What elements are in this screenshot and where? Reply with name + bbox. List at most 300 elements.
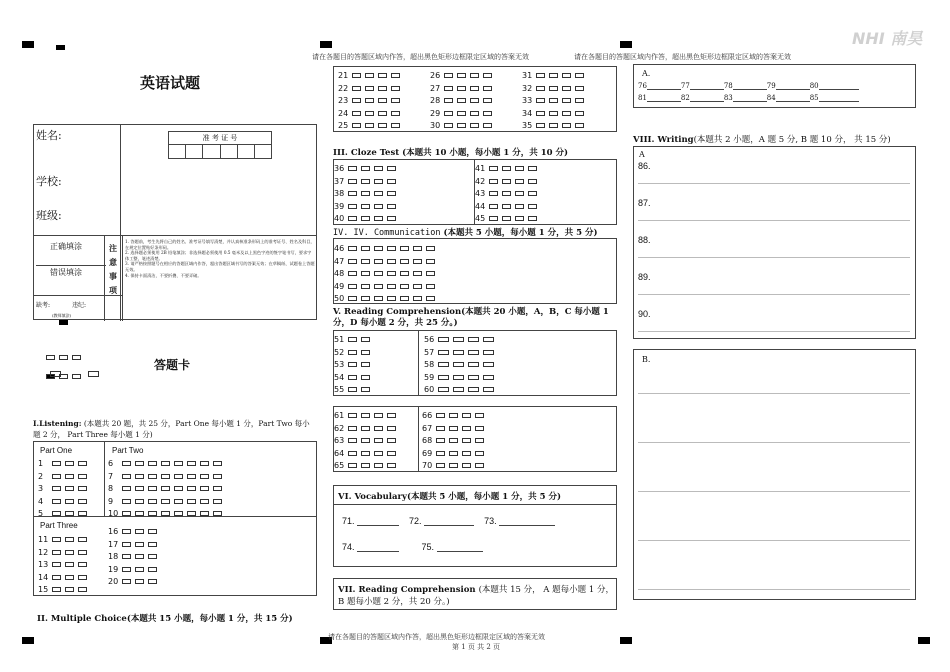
answer-bubble[interactable] — [135, 529, 144, 534]
answer-bubble[interactable] — [413, 271, 422, 276]
answer-bubble[interactable] — [468, 387, 479, 392]
answer-bubble[interactable] — [148, 529, 157, 534]
answer-bubble[interactable] — [374, 296, 383, 301]
answer-bubble[interactable] — [562, 86, 571, 91]
answer-bubble[interactable] — [575, 73, 584, 78]
answer-bubble[interactable] — [449, 413, 458, 418]
answer-bubble[interactable] — [135, 461, 144, 466]
answer-bubble[interactable] — [387, 191, 396, 196]
answer-bubble[interactable] — [361, 191, 370, 196]
answer-bubble[interactable] — [470, 123, 479, 128]
answer-bubble[interactable] — [502, 204, 511, 209]
answer-bubble[interactable] — [549, 111, 558, 116]
answer-bubble[interactable] — [378, 98, 387, 103]
answer-bubble[interactable] — [387, 271, 396, 276]
answer-bubble[interactable] — [483, 387, 494, 392]
answer-bubble[interactable] — [361, 350, 370, 355]
exam-number-grid[interactable] — [168, 131, 272, 159]
writing-answer-line[interactable] — [638, 183, 910, 184]
answer-bubble[interactable] — [475, 451, 484, 456]
answer-bubble[interactable] — [352, 111, 361, 116]
answer-bubble[interactable] — [161, 474, 170, 479]
answer-bubble[interactable] — [352, 123, 361, 128]
answer-bubble[interactable] — [122, 554, 131, 559]
answer-bubble[interactable] — [470, 86, 479, 91]
answer-bubble[interactable] — [65, 550, 74, 555]
answer-bubble[interactable] — [65, 486, 74, 491]
answer-bubble[interactable] — [489, 204, 498, 209]
answer-bubble[interactable] — [502, 166, 511, 171]
answer-bubble[interactable] — [365, 86, 374, 91]
answer-bubble[interactable] — [348, 387, 357, 392]
answer-bubble[interactable] — [387, 463, 396, 468]
answer-bubble[interactable] — [549, 98, 558, 103]
answer-bubble[interactable] — [365, 98, 374, 103]
answer-bubble[interactable] — [444, 111, 453, 116]
answer-bubble[interactable] — [78, 499, 87, 504]
answer-bubble[interactable] — [52, 486, 61, 491]
answer-bubble[interactable] — [161, 499, 170, 504]
answer-bubble[interactable] — [52, 550, 61, 555]
answer-bubble[interactable] — [213, 486, 222, 491]
answer-bubble[interactable] — [438, 350, 449, 355]
answer-bubble[interactable] — [387, 204, 396, 209]
answer-bubble[interactable] — [361, 451, 370, 456]
answer-bubble[interactable] — [365, 111, 374, 116]
answer-bubble[interactable] — [536, 123, 545, 128]
writing-answer-line[interactable] — [638, 442, 910, 443]
answer-bubble[interactable] — [475, 438, 484, 443]
answer-bubble[interactable] — [361, 413, 370, 418]
answer-bubble[interactable] — [426, 296, 435, 301]
vocab-answer-line[interactable] — [357, 551, 399, 552]
answer-bubble[interactable] — [148, 486, 157, 491]
answer-bubble[interactable] — [400, 284, 409, 289]
answer-bubble[interactable] — [78, 474, 87, 479]
answer-bubble[interactable] — [528, 204, 537, 209]
answer-bubble[interactable] — [361, 216, 370, 221]
answer-bubble[interactable] — [575, 86, 584, 91]
answer-bubble[interactable] — [135, 554, 144, 559]
answer-bubble[interactable] — [475, 463, 484, 468]
answer-bubble[interactable] — [449, 438, 458, 443]
answer-bubble[interactable] — [438, 375, 449, 380]
answer-bubble[interactable] — [453, 337, 464, 342]
answer-bubble[interactable] — [187, 499, 196, 504]
answer-bubble[interactable] — [65, 562, 74, 567]
answer-bubble[interactable] — [52, 575, 61, 580]
answer-bubble[interactable] — [515, 216, 524, 221]
answer-bubble[interactable] — [436, 438, 445, 443]
answer-bubble[interactable] — [352, 98, 361, 103]
answer-bubble[interactable] — [352, 86, 361, 91]
answer-bubble[interactable] — [361, 438, 370, 443]
answer-bubble[interactable] — [200, 474, 209, 479]
answer-bubble[interactable] — [387, 438, 396, 443]
answer-bubble[interactable] — [374, 438, 383, 443]
answer-bubble[interactable] — [135, 474, 144, 479]
answer-bubble[interactable] — [536, 73, 545, 78]
answer-bubble[interactable] — [413, 296, 422, 301]
answer-bubble[interactable] — [365, 73, 374, 78]
answer-bubble[interactable] — [575, 123, 584, 128]
answer-bubble[interactable] — [78, 550, 87, 555]
answer-bubble[interactable] — [483, 98, 492, 103]
answer-bubble[interactable] — [436, 413, 445, 418]
answer-bubble[interactable] — [174, 486, 183, 491]
answer-bubble[interactable] — [187, 474, 196, 479]
answer-bubble[interactable] — [391, 111, 400, 116]
answer-bubble[interactable] — [502, 216, 511, 221]
answer-bubble[interactable] — [174, 511, 183, 516]
answer-bubble[interactable] — [562, 73, 571, 78]
answer-bubble[interactable] — [213, 461, 222, 466]
answer-bubble[interactable] — [387, 179, 396, 184]
answer-bubble[interactable] — [536, 98, 545, 103]
answer-bubble[interactable] — [426, 259, 435, 264]
writing-answer-line[interactable] — [638, 393, 910, 394]
answer-bubble[interactable] — [453, 362, 464, 367]
answer-bubble[interactable] — [65, 461, 74, 466]
answer-bubble[interactable] — [457, 73, 466, 78]
writing-answer-line[interactable] — [638, 540, 910, 541]
answer-bubble[interactable] — [387, 216, 396, 221]
answer-bubble[interactable] — [348, 438, 357, 443]
answer-bubble[interactable] — [65, 537, 74, 542]
writing-answer-line[interactable] — [638, 294, 910, 295]
answer-bubble[interactable] — [374, 413, 383, 418]
vocab-answer-line[interactable] — [499, 525, 555, 526]
answer-bubble[interactable] — [135, 511, 144, 516]
answer-bubble[interactable] — [391, 73, 400, 78]
answer-bubble[interactable] — [536, 86, 545, 91]
answer-bubble[interactable] — [400, 296, 409, 301]
answer-bubble[interactable] — [436, 451, 445, 456]
answer-bubble[interactable] — [135, 567, 144, 572]
answer-bubble[interactable] — [374, 284, 383, 289]
answer-bubble[interactable] — [438, 362, 449, 367]
vocab-answer-line[interactable] — [437, 551, 483, 552]
answer-bubble[interactable] — [135, 486, 144, 491]
answer-bubble[interactable] — [374, 216, 383, 221]
answer-bubble[interactable] — [348, 271, 357, 276]
answer-bubble[interactable] — [78, 511, 87, 516]
answer-bubble[interactable] — [348, 296, 357, 301]
answer-bubble[interactable] — [78, 486, 87, 491]
answer-bubble[interactable] — [361, 337, 370, 342]
answer-bubble[interactable] — [65, 587, 74, 592]
answer-bubble[interactable] — [483, 111, 492, 116]
answer-bubble[interactable] — [174, 499, 183, 504]
answer-bubble[interactable] — [365, 123, 374, 128]
answer-bubble[interactable] — [187, 461, 196, 466]
answer-bubble[interactable] — [361, 284, 370, 289]
answer-bubble[interactable] — [502, 179, 511, 184]
answer-bubble[interactable] — [413, 259, 422, 264]
answer-bubble[interactable] — [135, 542, 144, 547]
answer-bubble[interactable] — [361, 259, 370, 264]
answer-bubble[interactable] — [348, 284, 357, 289]
answer-bubble[interactable] — [200, 499, 209, 504]
answer-bubble[interactable] — [52, 537, 61, 542]
answer-bubble[interactable] — [200, 461, 209, 466]
answer-bubble[interactable] — [483, 86, 492, 91]
answer-bubble[interactable] — [387, 413, 396, 418]
answer-bubble[interactable] — [374, 259, 383, 264]
answer-bubble[interactable] — [374, 246, 383, 251]
answer-bubble[interactable] — [391, 98, 400, 103]
answer-bubble[interactable] — [122, 499, 131, 504]
answer-bubble[interactable] — [387, 296, 396, 301]
answer-bubble[interactable] — [348, 426, 357, 431]
answer-bubble[interactable] — [453, 375, 464, 380]
answer-bubble[interactable] — [361, 271, 370, 276]
answer-bubble[interactable] — [575, 111, 584, 116]
answer-bubble[interactable] — [436, 426, 445, 431]
answer-bubble[interactable] — [462, 426, 471, 431]
answer-bubble[interactable] — [348, 451, 357, 456]
answer-bubble[interactable] — [213, 474, 222, 479]
answer-bubble[interactable] — [361, 463, 370, 468]
answer-bubble[interactable] — [213, 499, 222, 504]
answer-bubble[interactable] — [391, 86, 400, 91]
answer-bubble[interactable] — [468, 337, 479, 342]
answer-bubble[interactable] — [575, 98, 584, 103]
answer-bubble[interactable] — [161, 486, 170, 491]
answer-bubble[interactable] — [444, 86, 453, 91]
answer-bubble[interactable] — [148, 554, 157, 559]
answer-bubble[interactable] — [457, 98, 466, 103]
answer-bubble[interactable] — [374, 463, 383, 468]
answer-bubble[interactable] — [475, 413, 484, 418]
answer-bubble[interactable] — [489, 191, 498, 196]
answer-bubble[interactable] — [348, 362, 357, 367]
answer-bubble[interactable] — [78, 461, 87, 466]
answer-bubble[interactable] — [453, 350, 464, 355]
answer-bubble[interactable] — [352, 73, 361, 78]
answer-bubble[interactable] — [438, 337, 449, 342]
answer-bubble[interactable] — [161, 511, 170, 516]
answer-bubble[interactable] — [483, 375, 494, 380]
answer-bubble[interactable] — [483, 123, 492, 128]
answer-bubble[interactable] — [148, 567, 157, 572]
answer-bubble[interactable] — [515, 166, 524, 171]
answer-bubble[interactable] — [65, 499, 74, 504]
answer-bubble[interactable] — [52, 461, 61, 466]
answer-bubble[interactable] — [374, 451, 383, 456]
answer-bubble[interactable] — [549, 73, 558, 78]
answer-bubble[interactable] — [449, 451, 458, 456]
answer-bubble[interactable] — [122, 542, 131, 547]
answer-bubble[interactable] — [400, 259, 409, 264]
writing-answer-line[interactable] — [638, 491, 910, 492]
answer-bubble[interactable] — [475, 426, 484, 431]
vocab-answer-line[interactable] — [424, 525, 474, 526]
answer-bubble[interactable] — [489, 166, 498, 171]
writing-answer-line[interactable] — [638, 331, 910, 332]
answer-bubble[interactable] — [378, 123, 387, 128]
answer-bubble[interactable] — [378, 111, 387, 116]
answer-bubble[interactable] — [413, 284, 422, 289]
answer-bubble[interactable] — [387, 426, 396, 431]
answer-bubble[interactable] — [148, 499, 157, 504]
answer-bubble[interactable] — [213, 511, 222, 516]
answer-bubble[interactable] — [200, 486, 209, 491]
answer-bubble[interactable] — [374, 426, 383, 431]
answer-bubble[interactable] — [515, 204, 524, 209]
answer-bubble[interactable] — [528, 166, 537, 171]
answer-bubble[interactable] — [187, 486, 196, 491]
writing-b-box[interactable] — [633, 349, 916, 600]
answer-bubble[interactable] — [457, 123, 466, 128]
answer-bubble[interactable] — [135, 579, 144, 584]
answer-bubble[interactable] — [374, 204, 383, 209]
writing-answer-line[interactable] — [638, 257, 910, 258]
answer-bubble[interactable] — [122, 474, 131, 479]
answer-bubble[interactable] — [462, 463, 471, 468]
answer-bubble[interactable] — [483, 73, 492, 78]
answer-bubble[interactable] — [187, 511, 196, 516]
answer-bubble[interactable] — [528, 216, 537, 221]
answer-bubble[interactable] — [400, 271, 409, 276]
writing-answer-line[interactable] — [638, 220, 910, 221]
answer-bubble[interactable] — [361, 246, 370, 251]
answer-bubble[interactable] — [468, 362, 479, 367]
answer-bubble[interactable] — [348, 337, 357, 342]
answer-bubble[interactable] — [122, 529, 131, 534]
answer-bubble[interactable] — [348, 463, 357, 468]
answer-bubble[interactable] — [444, 123, 453, 128]
answer-bubble[interactable] — [361, 179, 370, 184]
answer-bubble[interactable] — [426, 271, 435, 276]
answer-bubble[interactable] — [348, 179, 357, 184]
answer-bubble[interactable] — [400, 246, 409, 251]
answer-bubble[interactable] — [462, 413, 471, 418]
answer-bubble[interactable] — [122, 486, 131, 491]
answer-bubble[interactable] — [148, 474, 157, 479]
answer-bubble[interactable] — [348, 191, 357, 196]
answer-bubble[interactable] — [489, 179, 498, 184]
answer-bubble[interactable] — [483, 337, 494, 342]
answer-bubble[interactable] — [174, 461, 183, 466]
answer-bubble[interactable] — [361, 204, 370, 209]
answer-bubble[interactable] — [549, 86, 558, 91]
answer-bubble[interactable] — [148, 461, 157, 466]
answer-bubble[interactable] — [413, 246, 422, 251]
answer-bubble[interactable] — [52, 499, 61, 504]
answer-bubble[interactable] — [65, 575, 74, 580]
answer-bubble[interactable] — [52, 474, 61, 479]
answer-bubble[interactable] — [387, 284, 396, 289]
answer-bubble[interactable] — [436, 463, 445, 468]
answer-bubble[interactable] — [387, 451, 396, 456]
answer-bubble[interactable] — [122, 579, 131, 584]
answer-bubble[interactable] — [536, 111, 545, 116]
answer-bubble[interactable] — [361, 387, 370, 392]
answer-bubble[interactable] — [122, 511, 131, 516]
answer-bubble[interactable] — [374, 271, 383, 276]
answer-bubble[interactable] — [489, 216, 498, 221]
writing-answer-line[interactable] — [638, 589, 910, 590]
answer-bubble[interactable] — [528, 179, 537, 184]
answer-bubble[interactable] — [348, 246, 357, 251]
answer-bubble[interactable] — [515, 179, 524, 184]
answer-bubble[interactable] — [457, 111, 466, 116]
answer-bubble[interactable] — [470, 98, 479, 103]
answer-bubble[interactable] — [483, 350, 494, 355]
answer-bubble[interactable] — [515, 191, 524, 196]
answer-bubble[interactable] — [78, 537, 87, 542]
answer-bubble[interactable] — [562, 123, 571, 128]
answer-bubble[interactable] — [457, 86, 466, 91]
answer-bubble[interactable] — [470, 73, 479, 78]
answer-bubble[interactable] — [65, 511, 74, 516]
answer-bubble[interactable] — [52, 562, 61, 567]
answer-bubble[interactable] — [78, 562, 87, 567]
answer-bubble[interactable] — [135, 499, 144, 504]
answer-bubble[interactable] — [148, 579, 157, 584]
answer-bubble[interactable] — [444, 73, 453, 78]
answer-bubble[interactable] — [378, 73, 387, 78]
vocab-answer-line[interactable] — [357, 525, 399, 526]
answer-bubble[interactable] — [200, 511, 209, 516]
answer-bubble[interactable] — [78, 587, 87, 592]
answer-bubble[interactable] — [374, 191, 383, 196]
answer-bubble[interactable] — [387, 166, 396, 171]
answer-bubble[interactable] — [361, 375, 370, 380]
answer-bubble[interactable] — [361, 166, 370, 171]
answer-bubble[interactable] — [426, 246, 435, 251]
answer-bubble[interactable] — [122, 567, 131, 572]
answer-bubble[interactable] — [470, 111, 479, 116]
answer-bubble[interactable] — [426, 284, 435, 289]
answer-bubble[interactable] — [148, 542, 157, 547]
answer-bubble[interactable] — [348, 413, 357, 418]
answer-bubble[interactable] — [78, 575, 87, 580]
answer-bubble[interactable] — [468, 350, 479, 355]
answer-bubble[interactable] — [562, 111, 571, 116]
answer-bubble[interactable] — [348, 375, 357, 380]
answer-bubble[interactable] — [549, 123, 558, 128]
answer-bubble[interactable] — [562, 98, 571, 103]
answer-bubble[interactable] — [387, 259, 396, 264]
answer-bubble[interactable] — [148, 511, 157, 516]
answer-bubble[interactable] — [161, 461, 170, 466]
answer-bubble[interactable] — [348, 259, 357, 264]
answer-bubble[interactable] — [361, 426, 370, 431]
answer-bubble[interactable] — [387, 246, 396, 251]
answer-bubble[interactable] — [438, 387, 449, 392]
answer-bubble[interactable] — [348, 204, 357, 209]
answer-bubble[interactable] — [391, 123, 400, 128]
answer-bubble[interactable] — [348, 216, 357, 221]
answer-bubble[interactable] — [374, 179, 383, 184]
answer-bubble[interactable] — [122, 461, 131, 466]
answer-bubble[interactable] — [174, 474, 183, 479]
answer-bubble[interactable] — [374, 166, 383, 171]
answer-bubble[interactable] — [468, 375, 479, 380]
answer-bubble[interactable] — [449, 463, 458, 468]
answer-bubble[interactable] — [52, 511, 61, 516]
answer-bubble[interactable] — [361, 296, 370, 301]
answer-bubble[interactable] — [348, 166, 357, 171]
answer-bubble[interactable] — [449, 426, 458, 431]
answer-bubble[interactable] — [348, 350, 357, 355]
answer-bubble[interactable] — [444, 98, 453, 103]
answer-bubble[interactable] — [528, 191, 537, 196]
answer-bubble[interactable] — [65, 474, 74, 479]
answer-bubble[interactable] — [378, 86, 387, 91]
